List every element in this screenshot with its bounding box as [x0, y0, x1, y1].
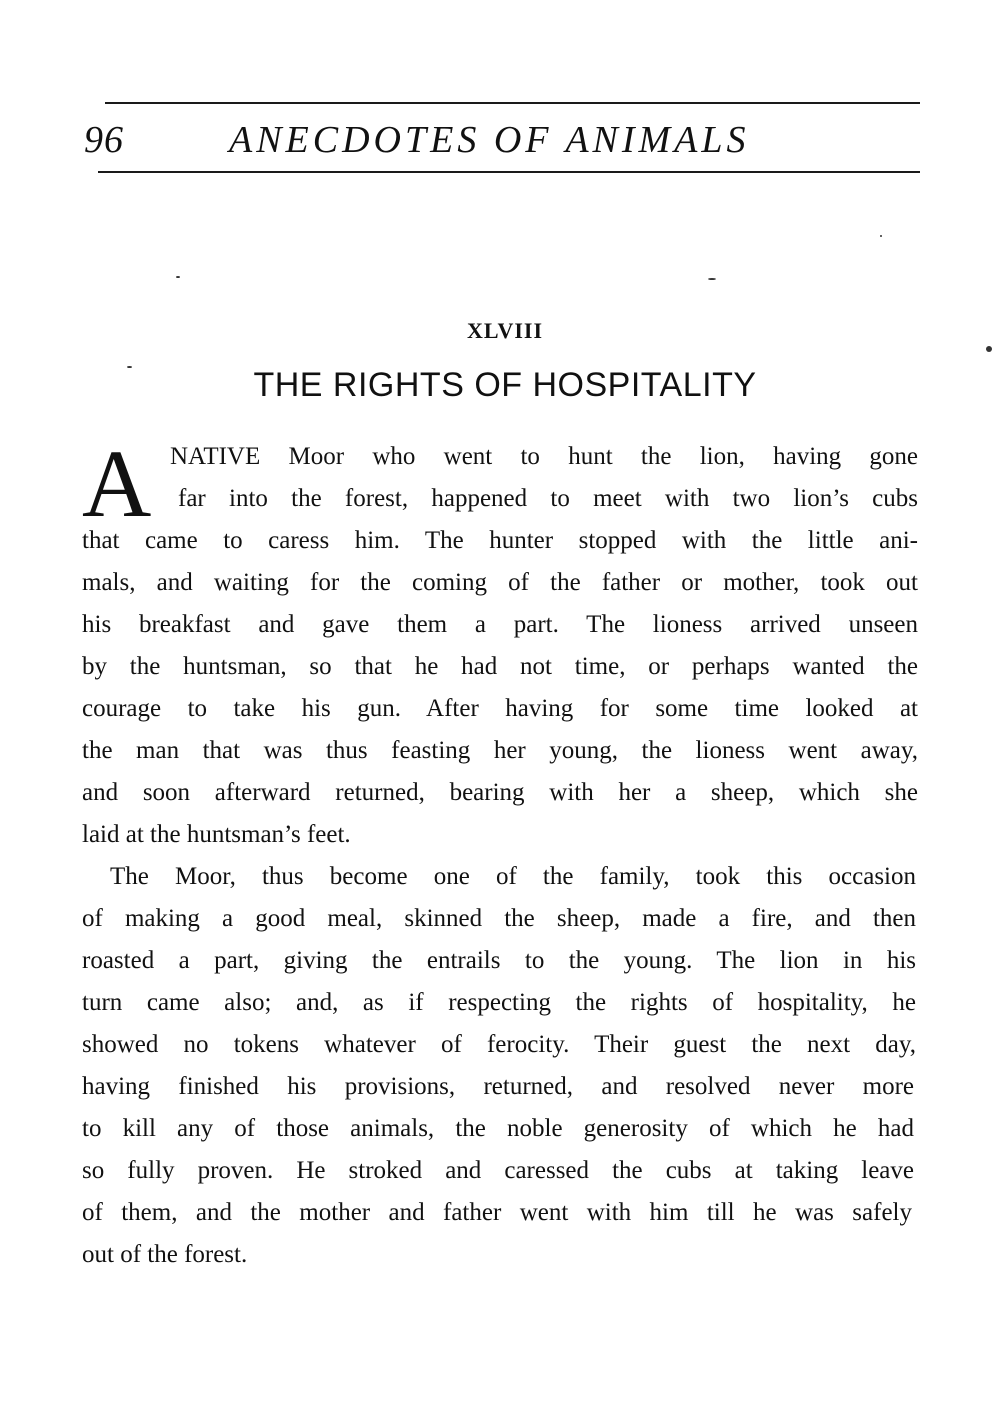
drop-cap: A: [82, 430, 152, 537]
text-line: and soon afterward returned, bearing with her a sheep, which she: [82, 779, 918, 806]
text-line: NATIVE Moor who went to hunt the lion, having gone: [170, 443, 918, 470]
text-line: to kill any of those animals, the noble generosity of which he had: [82, 1115, 914, 1142]
text-line: mals, and waiting for the coming of the father or mother, took out: [82, 569, 918, 596]
text-line: showed no tokens whatever of ferocity. Their guest the next day,: [82, 1031, 916, 1058]
text-line: his breakfast and gave them a part. The lioness arrived unseen: [82, 611, 918, 638]
text-line: far into the forest, happened to meet with two lion’s cubs: [178, 485, 918, 512]
print-speck: [986, 346, 992, 352]
print-speck: [176, 276, 180, 278]
text-line: turn came also; and, as if respecting the rights of hospitality, he: [82, 989, 916, 1016]
text-line: of making a good meal, skinned the sheep, made a fire, and then: [82, 905, 916, 932]
text-line: that came to caress him. The hunter stopped with the little ani-: [82, 527, 918, 554]
running-head: [84, 118, 920, 162]
header-top-rule: [105, 102, 920, 104]
header-bottom-rule: [98, 171, 920, 173]
chapter-title: THE RIGHTS OF HOSPITALITY: [253, 366, 757, 404]
chapter-number: XLVIII: [466, 318, 544, 343]
text-line: The Moor, thus become one of the family, took this occasion: [110, 863, 916, 890]
text-line: laid at the huntsman’s feet.: [82, 821, 351, 848]
print-speck: [880, 235, 882, 237]
running-title: ANECDOTES OF ANIMALS: [229, 119, 750, 161]
text-line: by the huntsman, so that he had not time, or perhaps wanted the: [82, 653, 918, 680]
text-line: the man that was thus feasting her young, the lioness went away,: [82, 737, 918, 764]
text-line: of them, and the mother and father went with him till he was safely: [82, 1199, 912, 1226]
text-line: out of the forest.: [82, 1241, 248, 1268]
text-line: having finished his provisions, returned, and resolved never more: [82, 1073, 914, 1100]
text-line: courage to take his gun. After having for some time looked at: [82, 695, 918, 722]
page-number: 96: [84, 119, 124, 161]
print-speck: [708, 278, 716, 280]
text-line: so fully proven. He stroked and caressed the cubs at taking leave: [82, 1157, 914, 1184]
text-line: roasted a part, giving the entrails to the young. The lion in his: [82, 947, 916, 974]
